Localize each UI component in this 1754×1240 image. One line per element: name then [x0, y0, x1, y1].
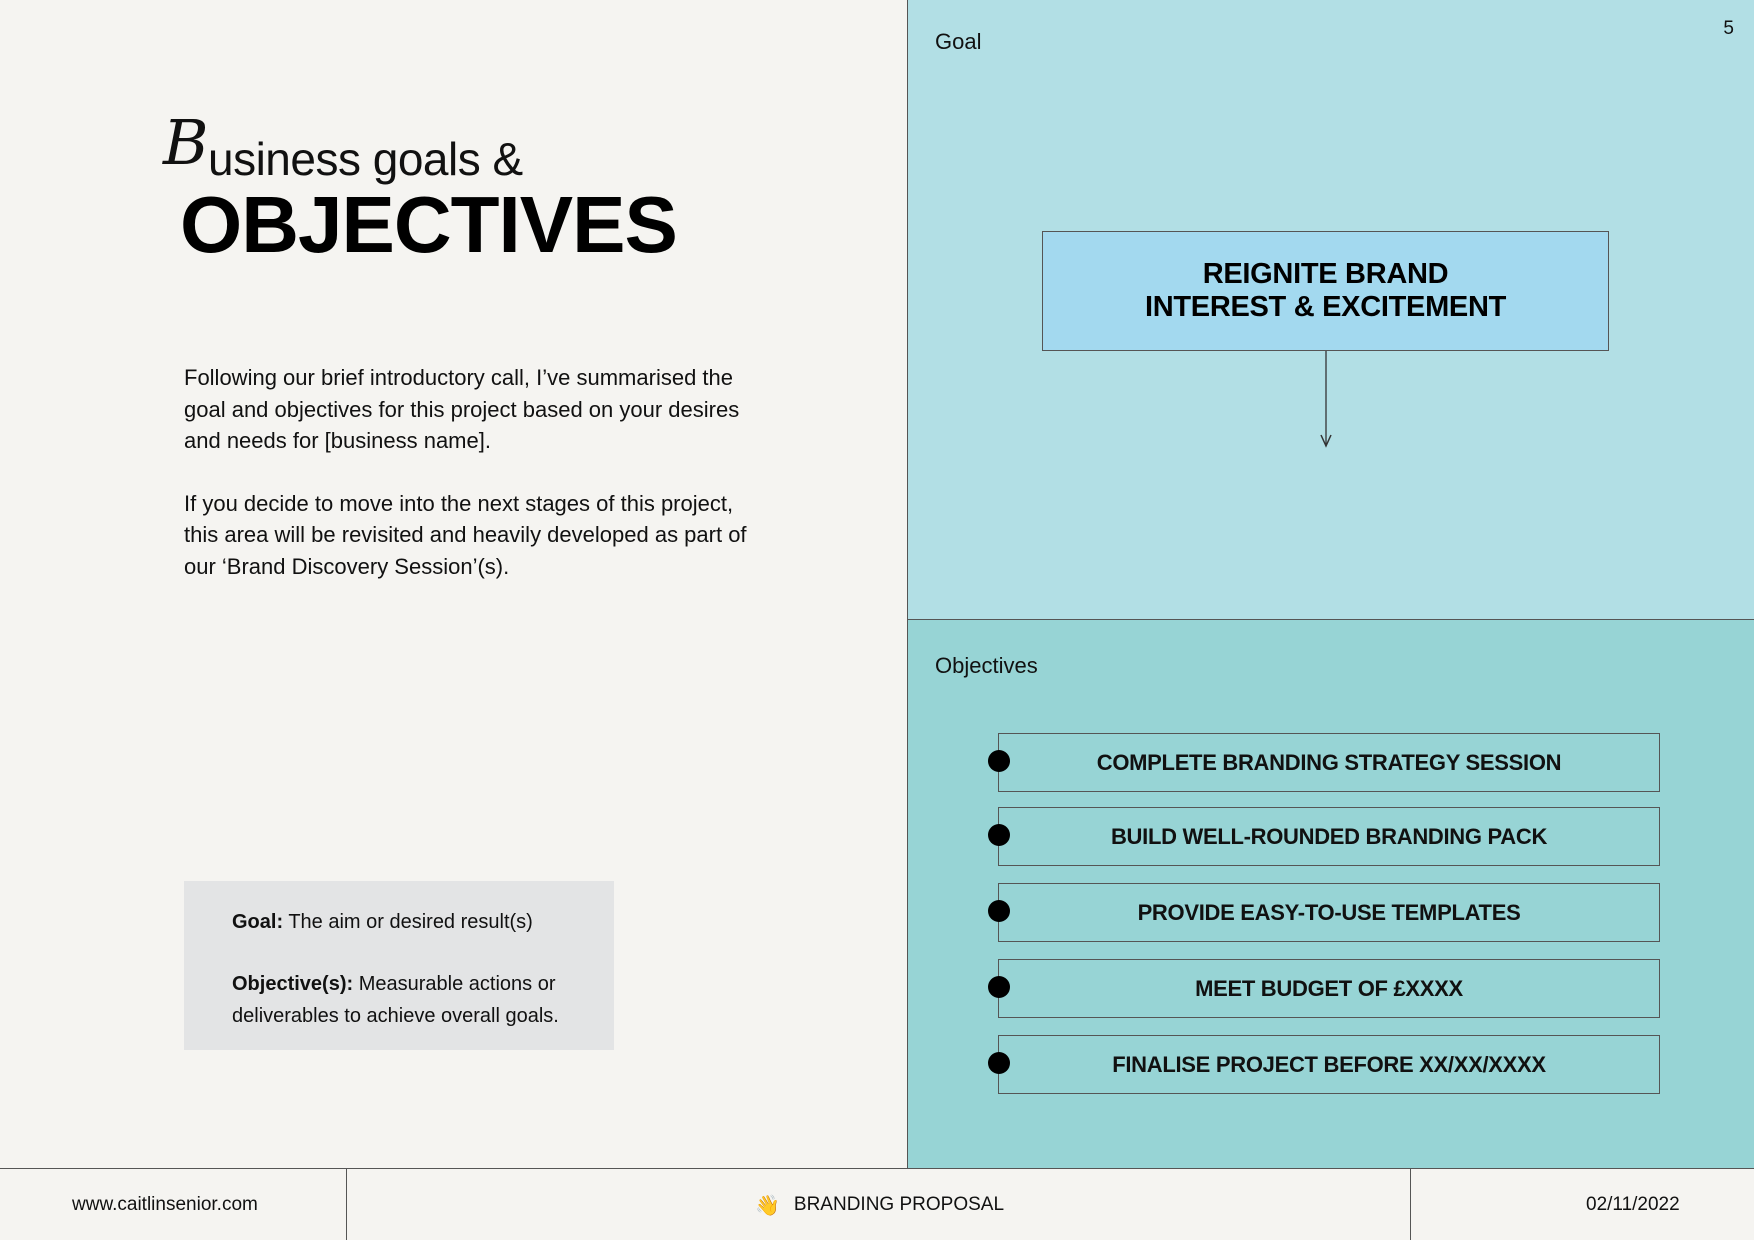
bullet-icon [988, 976, 1010, 998]
footer [0, 1168, 1754, 1240]
objective-item [998, 807, 1660, 866]
heading-line1: usiness goals & [208, 133, 523, 185]
page-title: OBJECTIVES [180, 180, 677, 269]
objective-item-label: FINALISE PROJECT BEFORE XX/XX/XXXX [1112, 1051, 1546, 1077]
footer-divider [346, 1169, 347, 1240]
objective-item [998, 959, 1660, 1018]
goal-panel [908, 0, 1754, 619]
bullet-icon [988, 1052, 1010, 1074]
bullet-icon [988, 824, 1010, 846]
objective-item-label: MEET BUDGET OF £XXXX [1195, 975, 1463, 1001]
objective-item [998, 883, 1660, 942]
intro-paragraph-2: If you decide to move into the next stages of this project, this area will be revisited and heavily developed as part of our ‘Brand Discovery Session’(s). [184, 490, 747, 579]
objectives-panel-label: Objectives [935, 653, 1038, 678]
definition-goal [232, 906, 594, 938]
definition-goal-term: Goal: [232, 911, 284, 933]
objective-item [998, 1035, 1660, 1094]
definition-objective-term: Objective(s): [232, 973, 354, 995]
down-arrow-icon [1317, 351, 1335, 449]
objective-item-label: BUILD WELL-ROUNDED BRANDING PACK [1110, 823, 1548, 849]
intro-text [184, 362, 764, 613]
footer-document-title: BRANDING PROPOSAL [793, 1194, 1005, 1215]
bullet-icon [988, 750, 1010, 772]
page-number: 5 [1723, 18, 1734, 39]
objective-item-label: PROVIDE EASY-TO-USE TEMPLATES [1137, 899, 1521, 925]
footer-title-group [755, 1169, 1004, 1240]
footer-date: 02/11/2022 [1586, 1194, 1680, 1215]
objective-item-label: COMPLETE BRANDING STRATEGY SESSION [1096, 749, 1562, 775]
definition-objective-text: Measurable actions or deliverables to achieve overall goals. [232, 973, 559, 1027]
footer-website: www.caitlinsenior.com [72, 1194, 258, 1215]
objective-item [998, 733, 1660, 792]
waving-hand-icon: 👋 [755, 1194, 780, 1217]
bullet-icon [988, 900, 1010, 922]
intro-paragraph-1: Following our brief introductory call, I’ve summarised the goal and objectives for this project based on your desires and needs for [business name]. [184, 365, 740, 453]
footer-divider [1410, 1169, 1411, 1240]
objectives-panel [908, 620, 1754, 1168]
heading-script-letter: B [163, 106, 209, 179]
goal-panel-label: Goal [935, 29, 982, 54]
definition-goal-text: The aim or desired result(s) [283, 911, 533, 933]
goal-box [1042, 231, 1609, 351]
goal-box-line-2: INTEREST & EXCITEMENT [1144, 291, 1507, 323]
definition-objective [232, 968, 594, 1032]
left-panel [0, 0, 907, 1168]
definitions-box [184, 881, 614, 1050]
goal-box-line-1: REIGNITE BRAND [1202, 258, 1449, 290]
